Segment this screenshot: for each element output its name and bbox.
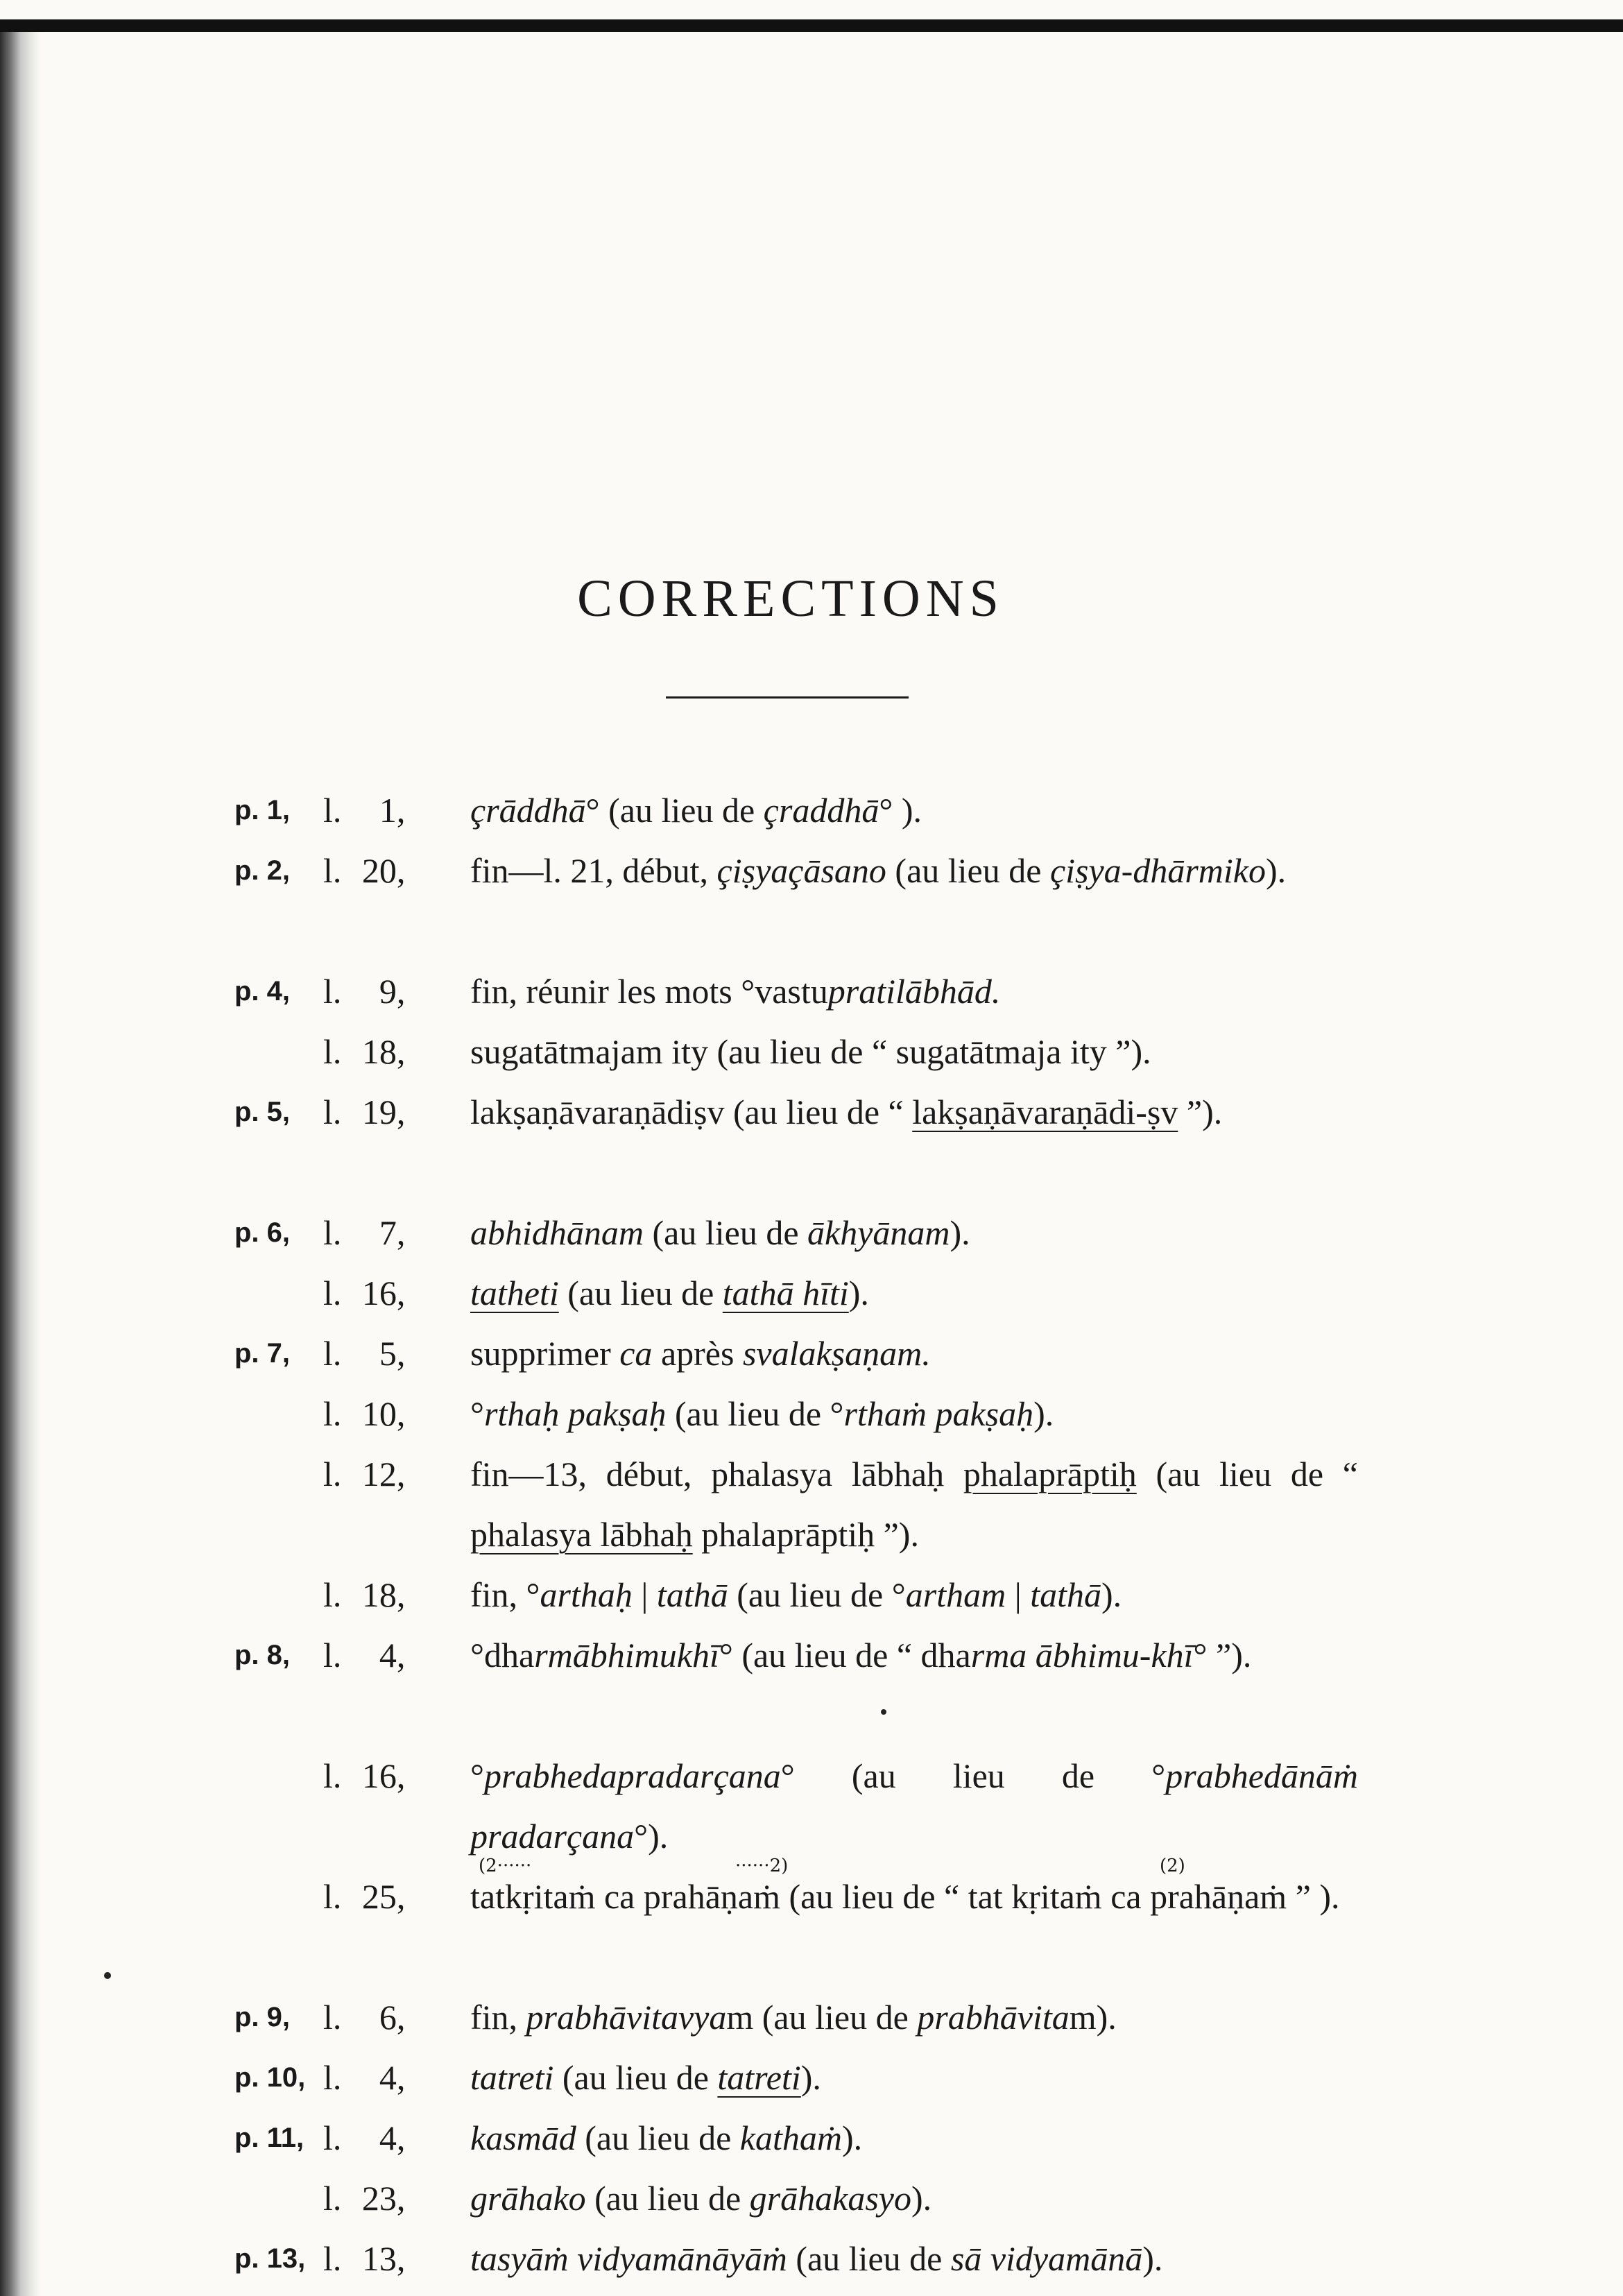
text-run: (au lieu de: [576, 2118, 740, 2157]
line-number: 16,: [361, 1274, 406, 1312]
emphasized-word: prabhedapradarçana: [484, 1756, 781, 1795]
text-run: ° (au lieu de “ dha: [719, 1636, 971, 1674]
emphasized-word: çrāddhā: [470, 791, 586, 830]
page-ref: p. 11,: [234, 2123, 304, 2153]
text-run: ).: [841, 2118, 863, 2157]
correction-entry: [0, 1263, 1623, 1323]
line-number: 18,: [361, 1575, 406, 1614]
correction-entry: [0, 1203, 1623, 1263]
emphasized-word: kasmād: [470, 2118, 576, 2157]
text-run: (au lieu de °: [728, 1575, 906, 1614]
text-run: phalaprāptiḥ ”).: [692, 1515, 919, 1554]
emphasized-word: svalakṣaṇam.: [742, 1334, 931, 1373]
text-run: (au lieu de °: [666, 1394, 844, 1433]
emphasized-word: sā vidyamānā: [950, 2239, 1143, 2278]
text-run: fin,: [470, 1998, 526, 2037]
line-number: 25,: [361, 1877, 406, 1916]
insertion-mark-start: (2······: [479, 1856, 532, 1876]
emphasized-word: tathā: [656, 1575, 728, 1614]
emphasized-word: lakṣaṇāvaraṇādi-ṣv: [912, 1093, 1178, 1131]
correction-entry: [0, 1022, 1623, 1082]
text-run: après: [652, 1334, 743, 1373]
text-run: tatkṛitaṁ ca prahāṇaṁ (au lieu de “ tat kṛitaṁ ca prahāṇaṁ ” ).: [470, 1877, 1340, 1916]
page-ref: p. 2,: [234, 855, 291, 886]
line-number: 23,: [361, 2179, 406, 2218]
page-ref: p. 10,: [234, 2062, 306, 2093]
text-run: ° (au lieu de °: [780, 1756, 1166, 1795]
text-run: (au lieu de: [644, 1213, 808, 1252]
line-ref: l. 19,: [323, 1082, 434, 1142]
line-number: 19,: [361, 1093, 406, 1131]
emphasized-word: prabhāvita: [917, 1998, 1070, 2037]
line-ref: l. 16,: [323, 1263, 434, 1323]
correction-entry: [0, 1746, 1623, 1867]
line-number: 16,: [361, 1756, 406, 1795]
text-run: fin, réunir les mots °vastu: [470, 972, 828, 1011]
text-run: fin—13, début, phalasya lābhaḥ: [470, 1455, 963, 1493]
correction-entry: [0, 1384, 1623, 1444]
line-ref: l. 9,: [323, 961, 434, 1022]
correction-entry: [0, 1323, 1623, 1384]
correction-text: [470, 1867, 1358, 1927]
emphasized-word: rma ābhimu-khī: [970, 1636, 1194, 1674]
line-number: 7,: [379, 1213, 406, 1252]
correction-text: [470, 1987, 1358, 2048]
emphasized-word: grāhakasyo: [749, 2179, 911, 2218]
correction-text: [470, 1444, 1358, 1565]
insertion-mark-note: (2): [1160, 1856, 1185, 1876]
page-ref: p. 13,: [234, 2243, 306, 2274]
top-border-rule: [0, 19, 1623, 32]
emphasized-word: çraddhā: [763, 791, 879, 830]
emphasized-word: kathaṁ: [739, 2118, 842, 2157]
correction-entry: [0, 2108, 1623, 2168]
line-number: 5,: [379, 1334, 406, 1373]
correction-entry: [0, 961, 1623, 1022]
line-number: 6,: [379, 1998, 406, 2037]
emphasized-word: ākhyānam: [807, 1213, 950, 1252]
emphasized-word: rthaṁ pakṣaḥ: [843, 1394, 1034, 1433]
emphasized-word: tathā: [1030, 1575, 1102, 1614]
page-ref: p. 8,: [234, 1640, 291, 1670]
text-run: (au lieu de: [787, 2239, 951, 2278]
line-number: 13,: [361, 2239, 406, 2278]
emphasized-word: abhidhānam: [470, 1213, 644, 1252]
emphasized-word: çiṣyaçāsano: [716, 851, 886, 890]
text-run: °dha: [470, 1636, 535, 1674]
text-run: (au lieu de: [585, 2179, 750, 2218]
line-number: 18,: [361, 1032, 406, 1071]
emphasized-word: phalasya lābhaḥ: [470, 1515, 693, 1554]
emphasized-word: prabhedānāṁ pradarçana: [470, 1756, 1358, 1856]
text-run: sugatātmajam ity (au lieu de “ sugatātmaja ity ”).: [470, 1032, 1151, 1071]
text-run: ).: [1142, 2239, 1163, 2278]
text-run: °: [470, 1756, 484, 1795]
text-run: ° ”).: [1193, 1636, 1252, 1674]
line-number: 10,: [361, 1394, 406, 1433]
emphasized-word: grāhako: [470, 2179, 586, 2218]
line-ref: l. 5,: [323, 1323, 434, 1384]
line-ref: l. 18,: [323, 1022, 434, 1082]
correction-entry: [0, 1987, 1623, 2048]
emphasized-word: arthaḥ: [540, 1575, 633, 1614]
emphasized-word: tathā hīti: [722, 1274, 849, 1312]
ink-speck: [104, 1972, 111, 1979]
emphasized-word: prabhāvitavya: [526, 1998, 727, 2037]
correction-entry: [0, 1625, 1623, 1746]
line-number: 12,: [361, 1455, 406, 1493]
line-ref: l. 4,: [323, 2108, 434, 2168]
line-number: 4,: [379, 1636, 406, 1674]
line-ref: l. 4,: [323, 2048, 434, 2108]
emphasized-word: ca: [619, 1334, 653, 1373]
text-run: lakṣaṇāvaraṇādiṣv (au lieu de “: [470, 1093, 913, 1131]
text-run: m (au lieu de: [726, 1998, 918, 2037]
page-ref: p. 1,: [234, 795, 291, 825]
correction-text: [470, 2229, 1358, 2289]
line-ref: l. 7,: [323, 1203, 434, 1263]
emphasized-word: tatheti: [470, 1274, 559, 1312]
correction-entry: [0, 1565, 1623, 1625]
line-ref: l. 16,: [323, 1746, 434, 1806]
page-title: CORRECTIONS: [577, 569, 1004, 628]
text-run: (au lieu de: [553, 2058, 718, 2097]
correction-text: [470, 780, 1358, 841]
emphasized-word: rmābhimukhī: [534, 1636, 719, 1674]
correction-text: [470, 1625, 1358, 1686]
correction-entry: [0, 2168, 1623, 2229]
text-run: (au lieu de: [886, 851, 1050, 890]
emphasized-word: artham: [905, 1575, 1006, 1614]
line-number: 4,: [379, 2058, 406, 2097]
correction-entry: [0, 780, 1623, 841]
correction-entry: [0, 1867, 1623, 1987]
page-ref: p. 4,: [234, 976, 291, 1006]
emphasized-word: çiṣya-dhārmiko: [1049, 851, 1266, 890]
ink-speck: [881, 1709, 886, 1715]
text-run: ”).: [1178, 1093, 1223, 1131]
line-number: 1,: [379, 791, 406, 830]
title-underline-rule: [666, 696, 909, 699]
line-ref: l. 1,: [323, 780, 434, 841]
correction-text: [470, 2108, 1358, 2168]
correction-text: [470, 1323, 1358, 1384]
insertion-mark-end: ······2): [735, 1856, 789, 1876]
text-run: m).: [1069, 1998, 1117, 2037]
correction-text: [470, 2168, 1358, 2229]
correction-entry: [0, 1444, 1623, 1565]
text-run: °).: [634, 1817, 669, 1856]
correction-text: [470, 961, 1358, 1022]
text-run: (au lieu de “: [1136, 1455, 1358, 1493]
text-run: ).: [950, 1213, 970, 1252]
correction-text: [470, 1384, 1358, 1444]
correction-text: [470, 1082, 1358, 1142]
correction-text: [470, 1263, 1358, 1323]
emphasized-word: tatreti: [717, 2058, 801, 2097]
text-run: |: [1006, 1575, 1031, 1614]
text-run: ).: [848, 1274, 869, 1312]
line-number: 20,: [361, 851, 406, 890]
corrections-list: [0, 780, 1623, 2289]
text-run: °: [470, 1394, 484, 1433]
text-run: (au lieu de: [558, 1274, 723, 1312]
correction-text: [470, 841, 1358, 901]
line-ref: l. 10,: [323, 1384, 434, 1444]
line-number: 9,: [379, 972, 406, 1011]
page-ref: p. 5,: [234, 1097, 291, 1127]
correction-entry: [0, 1082, 1623, 1203]
emphasized-word: tatreti: [470, 2058, 554, 2097]
text-run: ).: [1033, 1394, 1054, 1433]
line-ref: l. 23,: [323, 2168, 434, 2229]
line-ref: l. 25,: [323, 1867, 434, 1927]
text-run: ).: [1101, 1575, 1122, 1614]
line-ref: l. 20,: [323, 841, 434, 901]
line-ref: l. 6,: [323, 1987, 434, 2048]
line-number: 4,: [379, 2118, 406, 2157]
text-run: fin, °: [470, 1575, 540, 1614]
correction-text: [470, 2048, 1358, 2108]
correction-text: [470, 1565, 1358, 1625]
emphasized-word: phalaprāptiḥ: [963, 1455, 1137, 1493]
correction-entry: [0, 841, 1623, 961]
text-run: supprimer: [470, 1334, 620, 1373]
text-run: fin—l. 21, début,: [470, 851, 717, 890]
emphasized-word: pratilābhād.: [827, 972, 1001, 1011]
correction-text: [470, 1746, 1358, 1867]
line-ref: l. 18,: [323, 1565, 434, 1625]
text-run: ° (au lieu de: [585, 791, 764, 830]
text-run: ).: [1265, 851, 1287, 890]
text-run: ).: [800, 2058, 821, 2097]
correction-text: [470, 1203, 1358, 1263]
page-ref: p. 9,: [234, 2002, 291, 2032]
correction-text: [470, 1022, 1358, 1082]
line-ref: l. 4,: [323, 1625, 434, 1686]
line-ref: l. 12,: [323, 1444, 434, 1505]
emphasized-word: rthaḥ pakṣaḥ: [484, 1394, 667, 1433]
correction-entry: [0, 2048, 1623, 2108]
text-run: ).: [911, 2179, 932, 2218]
correction-entry: [0, 2229, 1623, 2289]
text-run: ° ).: [879, 791, 931, 830]
emphasized-word: tasyāṁ vidyamānāyāṁ: [470, 2239, 787, 2278]
page-ref: p. 6,: [234, 1217, 291, 1248]
page-ref: p. 7,: [234, 1338, 291, 1369]
line-ref: l. 13,: [323, 2229, 434, 2289]
text-run: |: [632, 1575, 657, 1614]
